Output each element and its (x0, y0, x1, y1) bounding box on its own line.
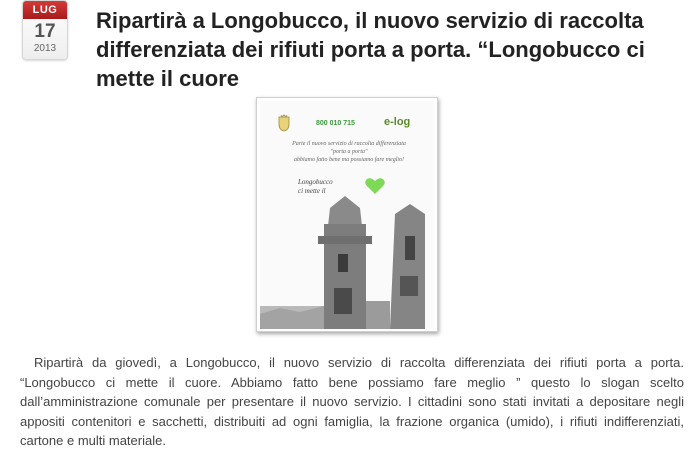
date-month: LUG (23, 1, 67, 19)
heart-icon (364, 177, 386, 195)
phone-number: 800 010 715 (316, 120, 355, 127)
flyer-inner (260, 101, 434, 328)
flyer-text-line: abbiamo fatto bene ma possiamo fare meglio! (293, 157, 405, 163)
slogan-line: Longobucco (298, 178, 333, 186)
flyer-text (268, 140, 430, 164)
coat-of-arms-icon (277, 114, 291, 132)
post-title[interactable]: Ripartirà a Longobucco, il nuovo servizio di raccolta differenziata dei rifiuti porta a porta. “Longobucco ci mette il cuore (96, 8, 645, 91)
date-badge (22, 0, 68, 60)
flyer-slogan (298, 178, 333, 196)
date-day: 17 (34, 21, 56, 42)
slogan-line: ci mette il (298, 187, 326, 195)
flyer-text-line: "porta a porta" (330, 149, 368, 155)
flyer-image[interactable] (256, 97, 438, 332)
church-tower-photo (260, 196, 434, 329)
post-body: Ripartirà da giovedì, a Longobucco, il nuovo servizio di raccolta differenziata dei rifiuti porta a porta. “Longobucco ci mette il cuore. Abbiamo fatto bene possiamo fare meglio ” questo lo slogan scelto dall’amministrazione comunale per presentare il nuovo servizio. I cittadini sono stati invitati a depositare negli appositi contenitori e sacchetti, distribuiti ad ogni famiglia, la frazione organica (umido), i rifiuti indifferenziati, cartone e multi materiale. (20, 355, 684, 448)
date-year: 2013 (33, 43, 57, 54)
flyer-text-line: Parte il nuovo servizio di raccolta differenziata (292, 141, 406, 147)
elog-logo: e-log (384, 116, 411, 128)
